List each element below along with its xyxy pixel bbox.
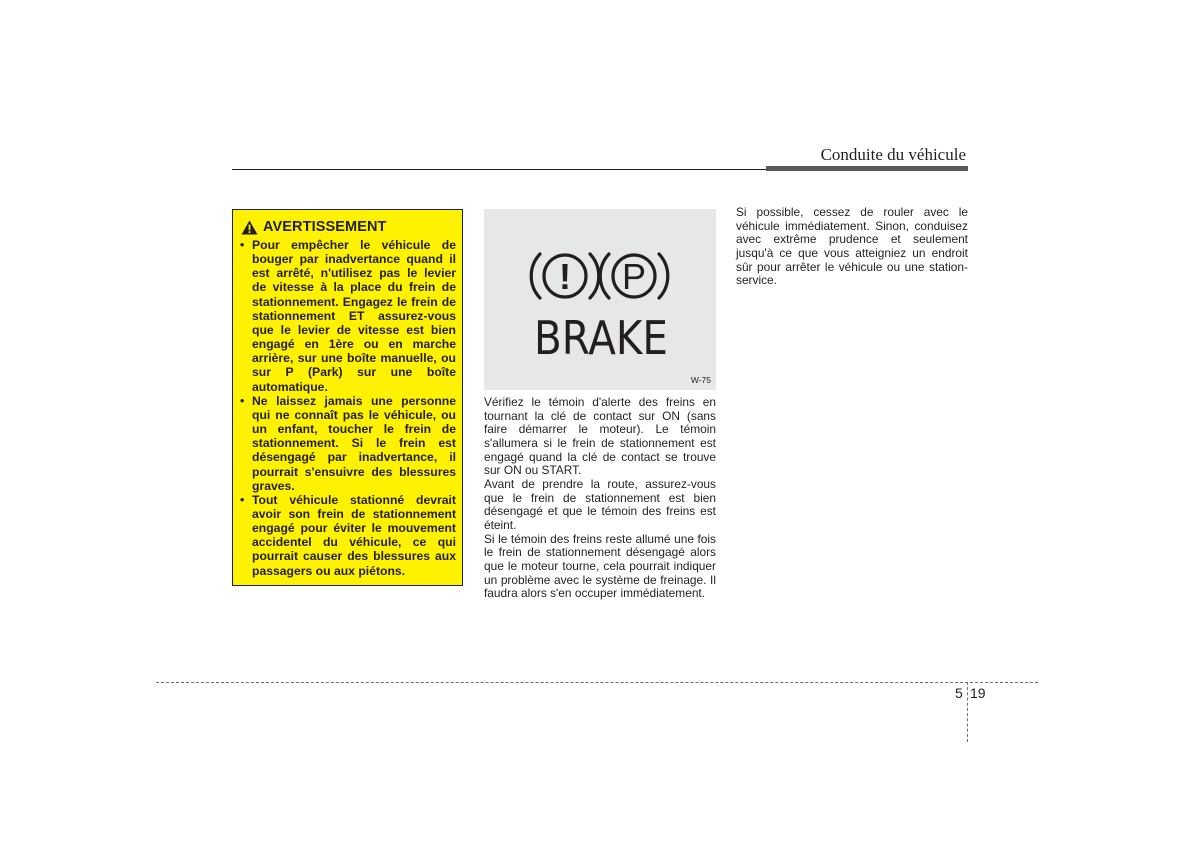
chapter-number: 5 — [955, 685, 963, 701]
warning-title: AVERTISSEMENT — [263, 219, 387, 235]
brake-exclamation: ! — [559, 256, 571, 297]
warning-triangle-icon — [241, 220, 258, 235]
brake-warning-lamp-illustration — [484, 209, 716, 390]
section-title: Conduite du véhicule — [820, 145, 966, 164]
paragraph: Vérifiez le témoin d'alerte des freins en tournant la clé de contact sur ON (sans faire démarrer le moteur). Le témoin s'allumera si le frein de stationnement est engagé quand la clé de contact se trouve sur ON ou START. — [484, 395, 716, 478]
header-rule-accent — [766, 166, 968, 171]
figure-code: W-75 — [690, 375, 711, 385]
middle-column-text — [484, 396, 716, 601]
footer-rule — [156, 682, 1038, 683]
paragraph: Avant de prendre la route, assurez-vous que le frein de stationnement est bien désengagé et que le témoin des freins est éteint. — [484, 476, 716, 532]
warning-list — [240, 238, 456, 578]
brake-word: BRAKE — [534, 311, 668, 365]
paragraph: Si le témoin des freins reste allumé une fois le frein de stationnement désengagé alors que le moteur tourne, cela pourrait indiquer un problème avec le système de freinage. Il faudra alors s'en occuper immédiatement. — [484, 531, 716, 601]
brake-figure — [484, 209, 716, 390]
warning-item: • Pour empêcher le véhicule de bouger par inadvertance quand il est arrêté, n'utilisez pas le levier de vitesse à la place du frein de stationnement. Engagez le frein de stationnement ET assurez-vous que le levier de vitesse est bien engagé en 1ère ou en marche arrière, sur une boîte manuelle, ou sur P (Park) sur une boîte automatique. — [240, 238, 456, 394]
right-column-text — [736, 206, 968, 288]
warning-box — [232, 209, 463, 586]
warning-item: • Ne laissez jamais une personne qui ne connaît pas le véhicule, ou un enfant, toucher le frein de stationnement. Si le frein est désengagé par inadvertance, il pourrait s'ensuivre des blessures graves. — [240, 394, 456, 493]
warning-item: • Tout véhicule stationné devrait avoir son frein de stationnement engagé pour éviter le mouvement accidentel du véhicule, ce qui pourrait causer des blessures aux passagers ou aux piétons. — [240, 493, 456, 578]
park-letter: P — [621, 256, 647, 297]
paragraph: Si possible, cessez de rouler avec le véhicule immédiatement. Sinon, conduisez avec extrême prudence et seulement jusqu'à ce que vous atteigniez un endroit sûr pour arrêter le véhicule ou une station-service. — [736, 205, 968, 288]
warning-header — [241, 219, 387, 235]
footer-divider — [967, 682, 968, 742]
page-number: 19 — [970, 685, 986, 701]
